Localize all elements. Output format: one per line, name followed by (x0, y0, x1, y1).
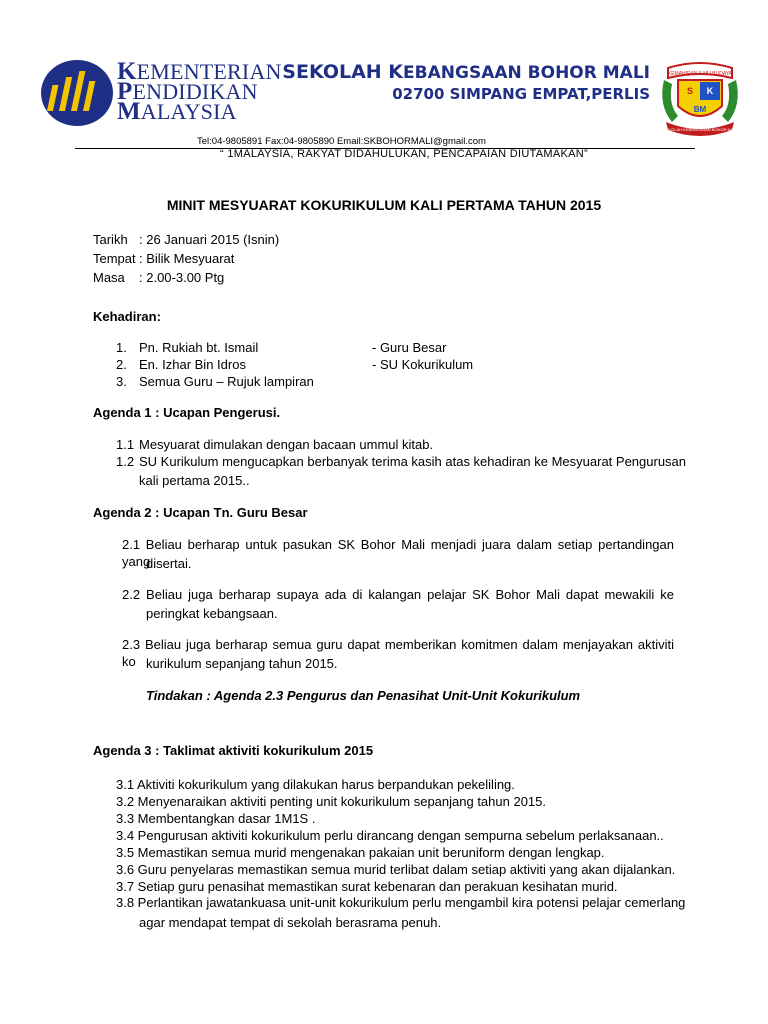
document-title: MINIT MESYUARAT KOKURIKULUM KALI PERTAMA TAHUN 2015 (166, 197, 602, 213)
agenda2-action: Tindakan : Agenda 2.3 Pengurus dan Penasihat Unit-Unit Kokurikulum (146, 688, 581, 703)
meta-label-tarikh: Tarikh (93, 232, 128, 247)
agenda2-item-continuation: peringkat kebangsaan. (146, 606, 278, 621)
agenda2-item-text: 2.1 Beliau berharap untuk pasukan SK Bohor Mali menjadi juara dalam setiap pertandingan yang (122, 537, 674, 569)
meta-value-tarikh: : 26 Januari 2015 (Isnin) (139, 232, 280, 247)
attendance-role: - SU Kokurikulum (372, 357, 474, 372)
school-crest-emblem (658, 60, 742, 136)
agenda1-item-text: SU Kurikulum mengucapkan berbanyak terima kasih atas kehadiran ke Mesyuarat Pengurusan (139, 454, 687, 469)
agenda1-heading: Agenda 1 : Ucapan Pengerusi. (93, 405, 281, 420)
school-address: 02700 SIMPANG EMPAT,PERLIS (392, 85, 650, 103)
svg-text:S: S (686, 86, 694, 96)
attendance-name: En. Izhar Bin Idros (139, 357, 246, 372)
agenda1-item-text: Mesyuarat dimulakan dengan bacaan ummul kitab. (139, 437, 434, 452)
ministry-line1: EMENTERIAN (136, 59, 282, 84)
attendance-num: 1. (116, 340, 127, 355)
attendance-num: 2. (116, 357, 127, 372)
attendance-role: - Guru Besar (372, 340, 447, 355)
agenda2-item-text: 2.2 Beliau juga berharap supaya ada di kalangan pelajar SK Bohor Mali dapat mewakili ke (122, 587, 674, 602)
meta-label-tempat: Tempat (93, 251, 136, 266)
svg-text:KEMAHIRAN ILMU BUDAYA: KEMAHIRAN ILMU BUDAYA (667, 71, 733, 77)
svg-text:BM: BM (693, 105, 707, 114)
agenda3-heading: Agenda 3 : Taklimat aktiviti kokurikulum 2015 (93, 743, 374, 758)
agenda3-item: 3.3 Membentangkan dasar 1M1S . (116, 811, 316, 826)
agenda3-item: 3.5 Memastikan semua murid mengenakan pakaian unit beruniform dengan lengkap. (116, 845, 605, 860)
school-name: SEKOLAH KEBANGSAAN BOHOR MALI (282, 61, 650, 83)
attendance-num: 3. (116, 374, 127, 389)
agenda3-item: 3.4 Pengurusan aktiviti kokurikulum perlu dirancang dengan sempurna sebelum perlaksanaan.. (116, 828, 664, 843)
meta-label-masa: Masa (93, 270, 125, 285)
svg-text:K: K (706, 86, 714, 96)
kpm-wordmark: KEMENTERIAN PENDIDIKAN MALAYSIA (117, 58, 282, 125)
agenda3-item: 3.8 Perlantikan jawatankuasa unit-unit kokurikulum perlu mengambil kira potensi pelajar cemerlang (116, 895, 686, 910)
agenda3-item-continuation: agar mendapat tempat di sekolah berasrama penuh. (139, 915, 442, 930)
motto: “ 1MALAYSIA, RAKYAT DIDAHULUKAN, PENCAPAIAN DIUTAMAKAN” (220, 148, 588, 160)
agenda3-item: 3.6 Guru penyelaras memastikan semua murid terlibat dalam setiap aktiviti yang akan dijalankan. (116, 862, 676, 877)
agenda2-item-text: 2.3 Beliau juga berharap semua guru dapat memberikan komitmen dalam menjayakan aktiviti ko (122, 637, 674, 669)
agenda3-item: 3.2 Menyenaraikan aktiviti penting unit kokurikulum sepanjang tahun 2015. (116, 794, 546, 809)
agenda3-item: 3.7 Setiap guru penasihat memastikan surat kebenaran dan perakuan kesihatan murid. (116, 879, 618, 894)
agenda2-item-continuation: disertai. (146, 556, 192, 571)
kpm-logo-emblem (40, 59, 114, 127)
contact-line: Tel:04-9805891 Fax:04-9805890 Email:SKBOHORMALI@gmail.com (197, 136, 486, 147)
attendance-heading: Kehadiran: (93, 309, 161, 324)
agenda1-item-num: 1.1 (116, 437, 135, 452)
agenda3-item: 3.1 Aktiviti kokurikulum yang dilakukan harus berpandukan pekeliling. (116, 777, 515, 792)
svg-text:SEKOLAH KEBANGSAAN BOHOR MALI: SEKOLAH KEBANGSAAN BOHOR MALI (663, 127, 737, 132)
agenda2-item-continuation: kurikulum sepanjang tahun 2015. (146, 656, 338, 671)
attendance-name: Semua Guru – Rujuk lampiran (139, 374, 314, 389)
meta-value-masa: : 2.00-3.00 Ptg (139, 270, 225, 285)
agenda1-item-num: 1.2 (116, 454, 135, 469)
agenda1-item-continuation: kali pertama 2015.. (139, 473, 250, 488)
agenda2-heading: Agenda 2 : Ucapan Tn. Guru Besar (93, 505, 308, 520)
meta-value-tempat: : Bilik Mesyuarat (139, 251, 235, 266)
attendance-name: Pn. Rukiah bt. Ismail (139, 340, 259, 355)
